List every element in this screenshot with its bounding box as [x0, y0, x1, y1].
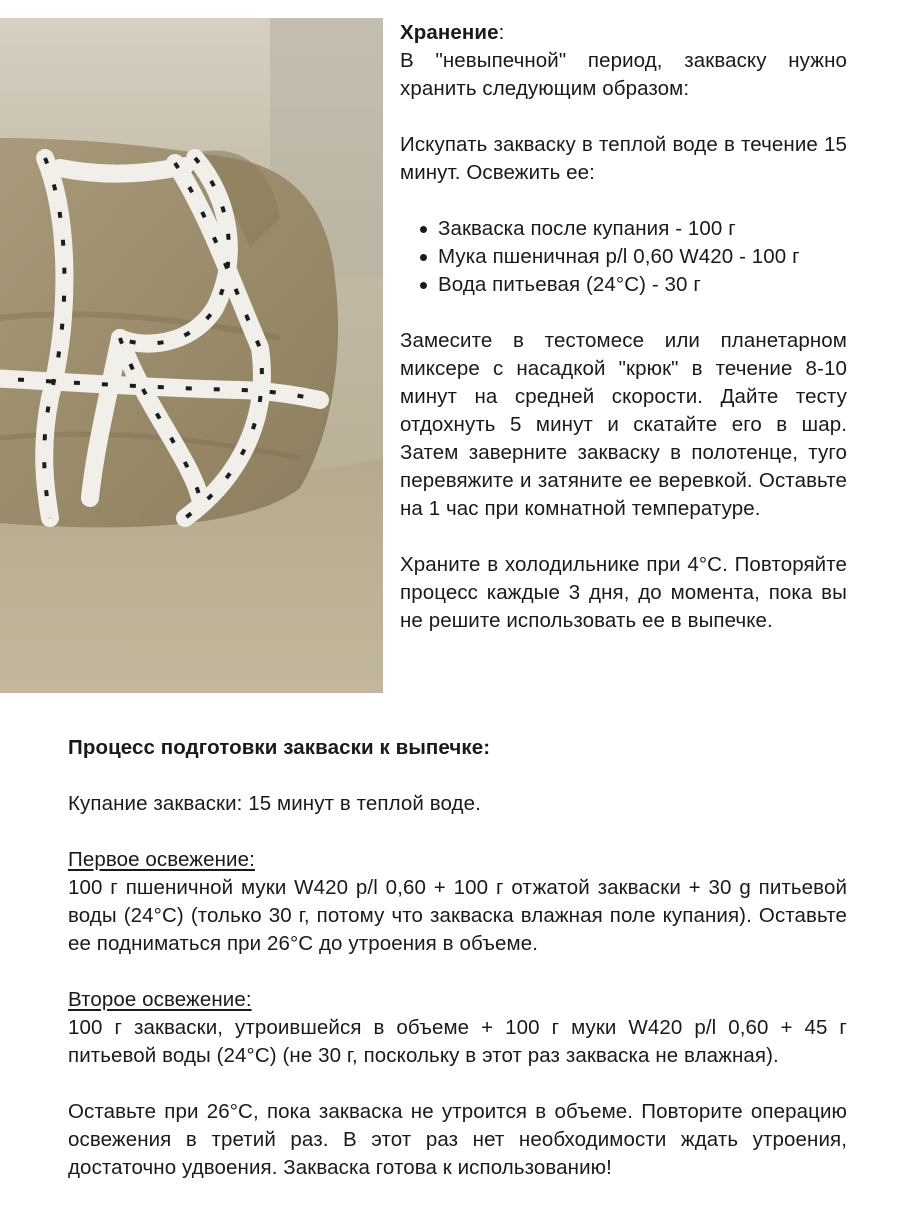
second-refresh-title-text: Второе освежение: — [68, 988, 252, 1011]
storage-knead: Замесите в тестомесе или планетарном миксере с насадкой "крюк" в течение 8-10 минут на средней скорости. Дайте тесту отдохнуть 5 минут и скатайте его в шар. Затем заверните закваску в полотенце, туго перевяжите и затяните ее веревкой. Оставьте на 1 час при комнатной температуре. — [400, 329, 847, 520]
first-refresh-title-text: Первое освежение: — [68, 848, 255, 871]
list-item: Мука пшеничная p/l 0,60 W420 - 100 г — [414, 243, 847, 271]
rope-tied-bundle-icon — [0, 18, 383, 693]
storage-section — [400, 19, 847, 635]
list-item: Вода питьевая (24°C) - 30 г — [414, 271, 847, 299]
process-heading: Процесс подготовки закваски к выпечке: — [68, 736, 491, 759]
storage-heading-colon: : — [498, 21, 505, 44]
ingredient-list — [400, 215, 847, 299]
first-refresh-text: 100 г пшеничной муки W420 p/l 0,60 + 100 г отжатой закваски + 30 g питьевой воды (24°C) (только 30 г, потому что закваска влажная поле купания). Оставьте ее подниматься при 26°C до утроения в объеме. — [68, 876, 847, 955]
final-text: Оставьте при 26°C, пока закваска не утроится в объеме. Повторите операцию освежения в третий раз. В этот раз нет необходимости ждать утроения, достаточно удвоения. Закваска готова к использованию! — [68, 1100, 847, 1179]
second-refresh-title — [68, 986, 847, 1014]
first-refresh-title — [68, 846, 847, 874]
second-refresh-text: 100 г закваски, утроившейся в объеме + 100 г муки W420 p/l 0,60 + 45 г питьевой воды (24°C) (не 30 г, поскольку в этот раз закваска не влажная). — [68, 1016, 847, 1067]
storage-intro: В "невыпечной" период, закваску нужно хранить следующим образом: — [400, 49, 847, 100]
list-item: Закваска после купания - 100 г — [414, 215, 847, 243]
storage-heading-line — [400, 19, 847, 47]
storage-heading: Хранение — [400, 21, 499, 44]
sourdough-rope-photo — [0, 18, 383, 693]
storage-fridge: Храните в холодильнике при 4°C. Повторяйте процесс каждые 3 дня, до момента, пока вы не решите использовать ее в выпечке. — [400, 553, 847, 632]
storage-bath: Искупать закваску в теплой воде в течение 15 минут. Освежить ее: — [400, 133, 847, 184]
process-section — [68, 734, 847, 1182]
process-bath: Купание закваски: 15 минут в теплой воде. — [68, 792, 481, 815]
